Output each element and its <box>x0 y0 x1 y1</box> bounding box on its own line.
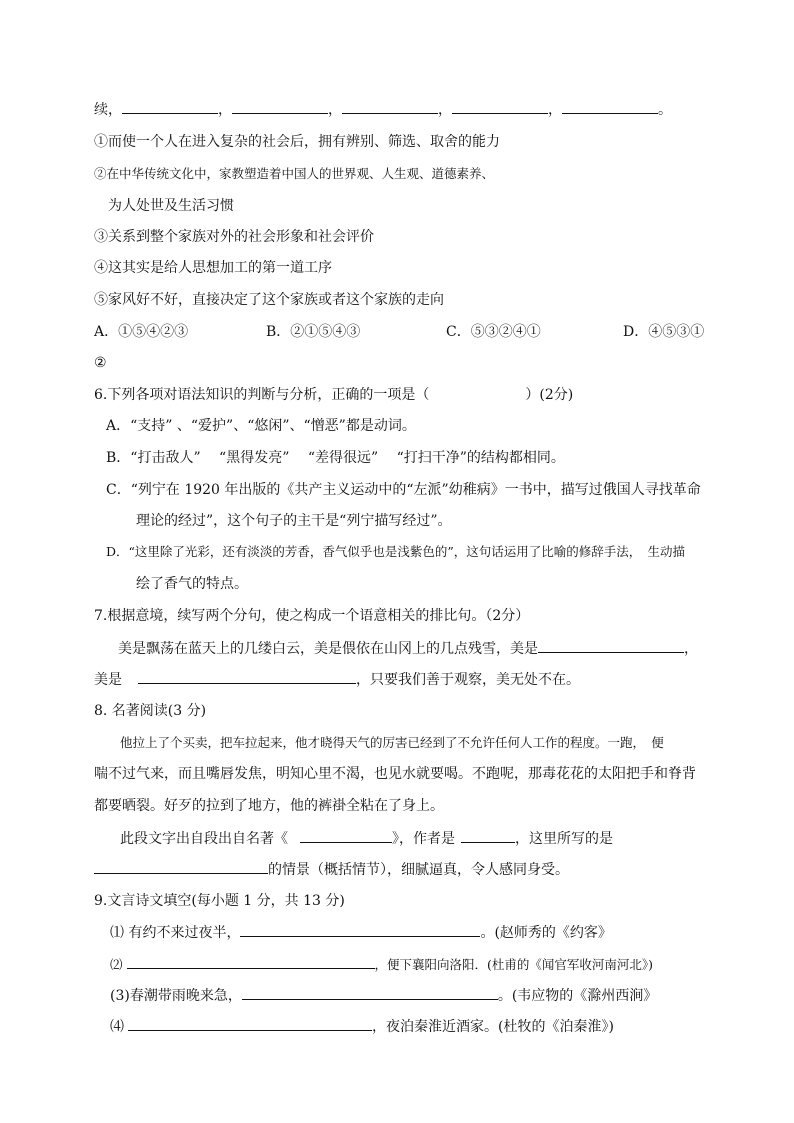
q6-option-b[interactable]: B．“打击敌人” “黑得发亮” “差得很远” “打扫干净”的结构都相同。 <box>106 450 565 466</box>
q5-option-c[interactable]: C．⑤③②④① <box>446 324 541 340</box>
q6-option-c[interactable]: C．“列宁在 1920 年出版的《共产主义运动中的“左派”幼稚病》一书中，描写过俄国人寻找革命 <box>106 482 701 498</box>
q9-l4-post: ，夜泊秦淮近酒家。(杜牧的《泊秦淮》) <box>372 1019 614 1035</box>
q9-stem: 9.文言诗文填空(每小题 1 分，共 13 分) <box>94 893 345 909</box>
q6-option-d[interactable]: D．“这里除了光彩，还有淡淡的芳香，香气似乎也是浅紫色的”，这句话运用了比喻的修辞手法， 生动描 <box>106 544 686 559</box>
answer-blank[interactable] <box>562 99 658 114</box>
q7-line-2 <box>94 669 580 690</box>
q6-option-c-cont: 理论的经过”，这个句子的主干是“列宁描写经过”。 <box>136 513 452 529</box>
separator: ， <box>218 102 232 118</box>
q6-option-a[interactable]: A．“支持” 、“爱护”、“悠闲”、“憎恶”都是动词。 <box>106 418 416 434</box>
q9-l4-pre: ⑷ <box>110 1019 124 1035</box>
answer-blank[interactable] <box>127 954 375 969</box>
q5-item-5: ⑤家风好不好，直接决定了这个家族或者这个家族的走向 <box>94 292 444 308</box>
q9-l3-post: 。(韦应物的《滁州西涧》 <box>497 988 658 1004</box>
q8-passage-3: 都要晒裂。好歹的拉到了地方，他的裤褂全粘在了身上。 <box>94 798 444 814</box>
q8-question-2 <box>94 859 569 880</box>
q5-prefix: 续， <box>94 102 122 118</box>
q6-stem-text: 6.下列各项对语法知识的判断与分析，正确的一项是（ <box>94 387 430 403</box>
q6-option-d-cont: 绘了香气的特点。 <box>136 576 248 592</box>
q6-stem-end: ）(2分) <box>525 387 574 403</box>
q8-q1-b: 》，作者是 <box>392 831 455 847</box>
answer-blank[interactable] <box>240 922 480 937</box>
q8-q2-text: 的情景（概括情节），细腻逼真，令人感同身受。 <box>268 862 569 878</box>
q8-passage-2: 喘不过气来，而且嘴唇发焦，明知心里不渴，也见水就要喝。不跑呢，那毒花花的太阳把手和脊背 <box>94 766 696 782</box>
q9-l3-pre: (3)春潮带雨晚来急， <box>110 988 242 1004</box>
q7-line-2-post: ，只要我们善于观察，美无处不在。 <box>356 672 580 688</box>
period: 。 <box>658 102 672 118</box>
answer-blank[interactable] <box>242 985 498 1000</box>
answer-blank[interactable] <box>461 828 515 843</box>
q9-line-3 <box>110 985 657 1006</box>
q9-line-4 <box>110 1016 614 1037</box>
q8-q1-c: ，这里所写的是 <box>515 831 613 847</box>
answer-blank[interactable] <box>128 1016 372 1031</box>
answer-blank[interactable] <box>300 828 392 843</box>
q5-item-3: ③关系到整个家族对外的社会形象和社会评价 <box>94 229 374 245</box>
q9-l1-pre: ⑴ 有约不来过夜半， <box>110 925 241 941</box>
answer-blank[interactable] <box>94 859 268 874</box>
q5-item-2: ②在中华传统文化中，家教塑造着中国人的世界观、人生观、道德素养、 <box>94 166 495 181</box>
q9-l1-post: 。(赵师秀的《约客》 <box>480 925 612 941</box>
answer-blank[interactable] <box>538 638 684 653</box>
q7-line-1-text: 美是飘荡在蓝天上的几缕白云，美是偎依在山冈上的几点残雪，美是 <box>118 641 538 657</box>
q9-line-2 <box>110 954 653 975</box>
q5-fill-line <box>94 99 672 120</box>
q5-option-d-wrap: ② <box>94 355 107 371</box>
q8-question-1 <box>120 828 613 849</box>
answer-blank[interactable] <box>122 99 218 114</box>
q5-item-4: ④这其实是给人思想加工的第一道工序 <box>94 260 332 276</box>
separator: ， <box>548 102 562 118</box>
answer-blank[interactable] <box>138 669 356 684</box>
q8-stem: 8. 名著阅读(3 分) <box>94 703 207 719</box>
comma: ， <box>684 641 698 657</box>
answer-blank[interactable] <box>452 99 548 114</box>
q7-line-1 <box>118 638 698 659</box>
q8-passage-1: 他拉上了个买卖，把车拉起来，他才晓得天气的厉害已经到了不允许任何人工作的程度。一跑， 便 <box>120 735 664 750</box>
answer-blank[interactable] <box>342 99 438 114</box>
q5-option-a[interactable]: A．①⑤④②③ <box>94 324 189 340</box>
q9-l2-post: ，便下襄阳向洛阳．(杜甫的《闻官军收河南河北》) <box>374 957 654 972</box>
q5-option-b[interactable]: B．②①⑤④③ <box>266 324 361 340</box>
q5-option-d[interactable]: D．④⑤③① <box>623 324 705 340</box>
separator: ， <box>438 102 452 118</box>
q6-stem <box>94 385 573 405</box>
q7-line-2-pre: 美是 <box>94 672 122 688</box>
q9-line-1 <box>110 922 612 943</box>
separator: ， <box>328 102 342 118</box>
q7-stem: 7.根据意境，续写两个分句，使之构成一个语意相关的排比句。（2分） <box>94 608 530 624</box>
q8-q1-a: 此段文字出自段出自名著《 <box>120 831 288 847</box>
q9-l2-pre: ⑵ <box>110 957 123 972</box>
q5-item-1: ①而使一个人在进入复杂的社会后，拥有辨别、筛选、取舍的能力 <box>94 134 500 150</box>
q5-item-2-cont: 为人处世及生活习惯 <box>108 198 234 214</box>
answer-blank[interactable] <box>232 99 328 114</box>
